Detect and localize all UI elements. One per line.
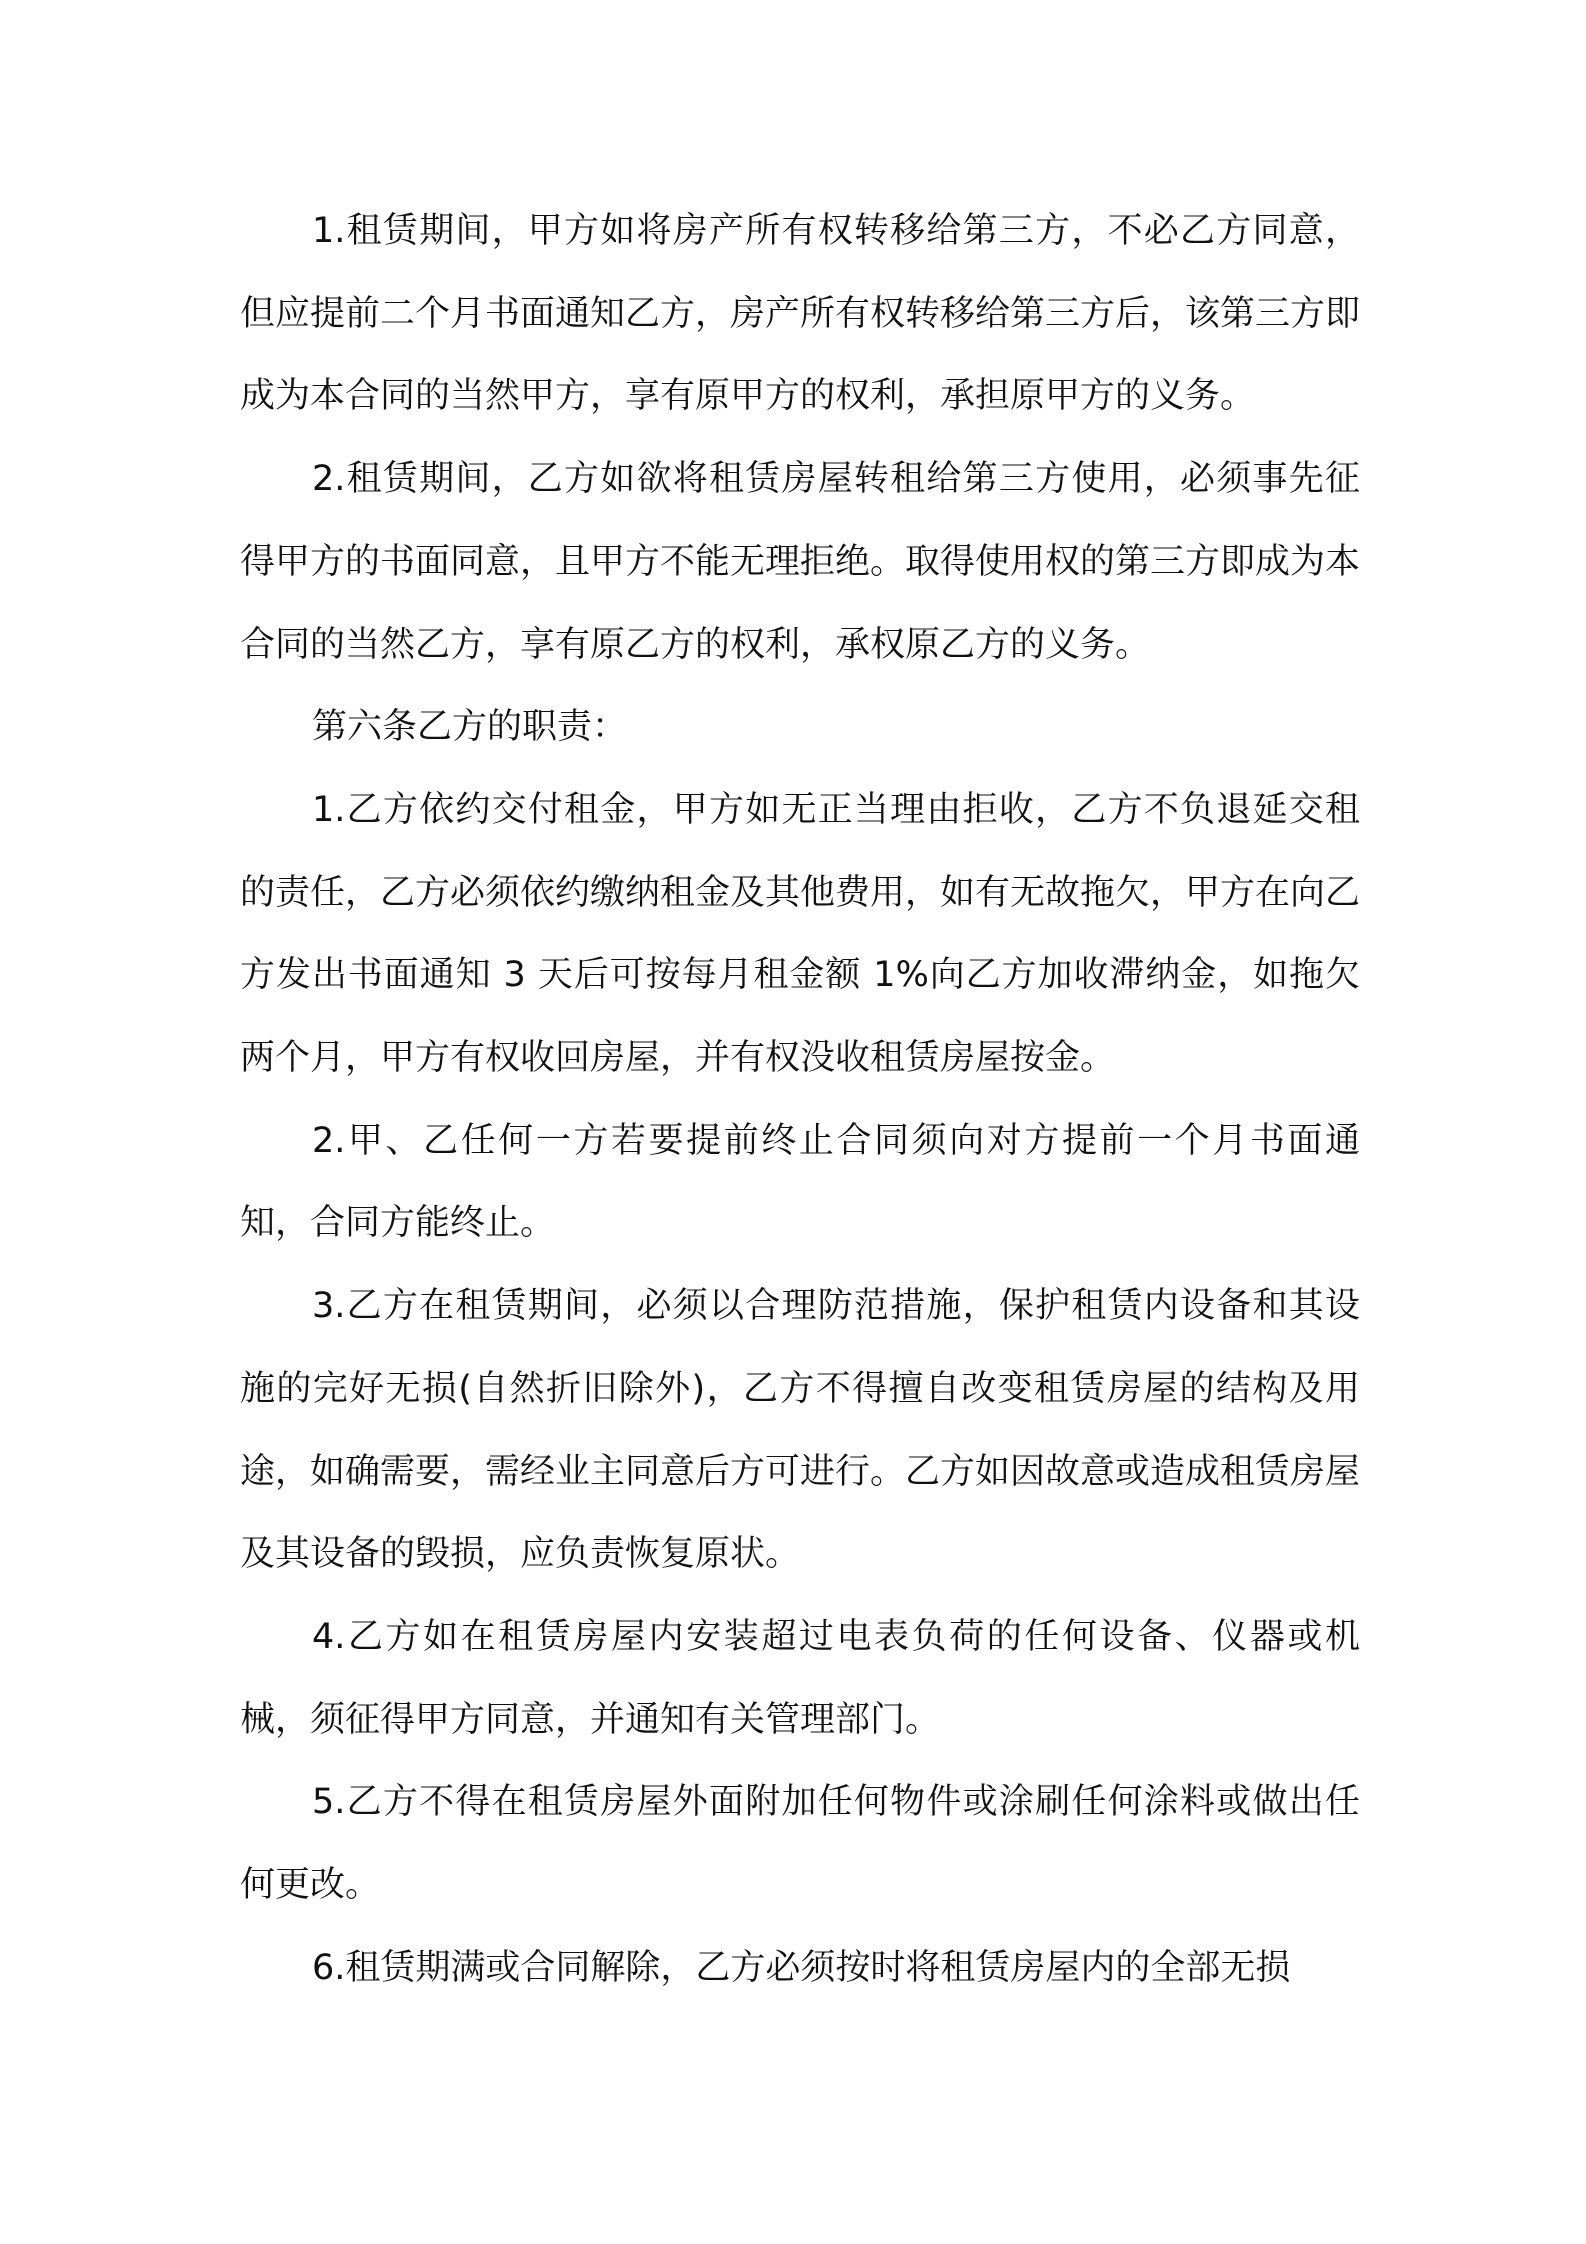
paragraph-duty-1-rent: 1.乙方依约交付租金，甲方如无正当理由拒收，乙方不负退延交租的责任，乙方必须依约缴纳租金及其他费用，如有无故拖欠，甲方在向乙方发出书面通知 3 天后可按每月租金额 1%向乙方加收滞纳金，如拖欠两个月，甲方有权收回房屋，并有权没收租赁房屋按金。	[240, 789, 1361, 1079]
paragraph-duty-6-return: 6.租赁期满或合同解除，乙方必须按时将租赁房屋内的全部无损	[312, 1947, 1291, 1988]
paragraph-clause-1-transfer: 1.租赁期间，甲方如将房产所有权转移给第三方，不必乙方同意，但应提前二个月书面通知乙方，房产所有权转移给第三方后，该第三方即成为本合同的当然甲方，享有原甲方的权利，承担原甲方的义务。	[240, 211, 1361, 417]
paragraph-duty-4-equipment: 4.乙方如在租赁房屋内安装超过电表负荷的任何设备、仪器或机械，须征得甲方同意，并通知有关管理部门。	[240, 1616, 1360, 1740]
paragraph-duty-5-exterior: 5.乙方不得在租赁房屋外面附加任何物件或涂刷任何涂料或做出任何更改。	[240, 1782, 1360, 1906]
section-heading-article-6: 第六条乙方的职责：	[312, 707, 628, 748]
paragraph-clause-2-sublease: 2.租赁期间，乙方如欲将租赁房屋转租给第三方使用，必须事先征得甲方的书面同意，且甲方不能无理拒绝。取得使用权的第三方即成为本合同的当然乙方，享有原乙方的权利，承权原乙方的义务。	[240, 459, 1361, 665]
document-body	[240, 190, 1360, 2009]
paragraph-duty-2-termination: 2.甲、乙任何一方若要提前终止合同须向对方提前一个月书面通知，合同方能终止。	[240, 1120, 1360, 1244]
paragraph-duty-3-maintenance: 3.乙方在租赁期间，必须以合理防范措施，保护租赁内设备和其设施的完好无损(自然折旧除外)，乙方不得擅自改变租赁房屋的结构及用途，如确需要，需经业主同意后方可进行。乙方如因故意或造成租赁房屋及其设备的毁损，应负责恢复原状。	[240, 1286, 1361, 1575]
